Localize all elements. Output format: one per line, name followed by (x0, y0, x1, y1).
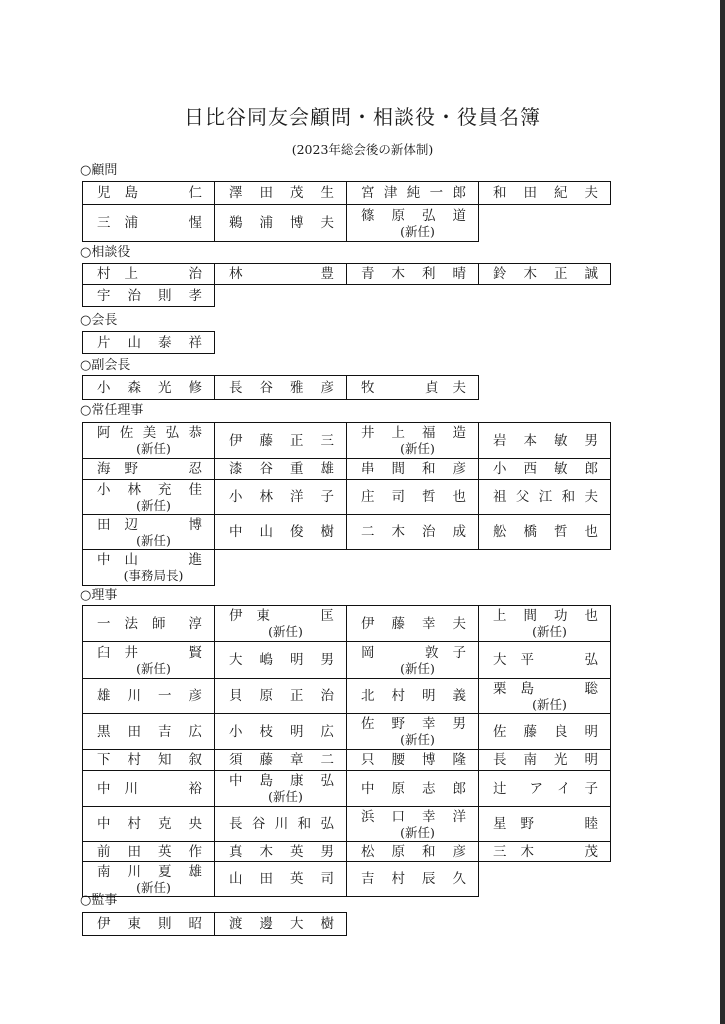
member-cell (347, 182, 479, 205)
member-name: 伊 藤 幸 夫 (361, 615, 466, 632)
member-name: 大 嶋 明 男 (229, 652, 334, 668)
member-cell (479, 642, 611, 679)
member-cell (83, 376, 215, 400)
member-cell (83, 459, 215, 480)
member-cell (83, 515, 215, 550)
member-note: (新任) (400, 441, 435, 456)
member-name: 児 島 仁 (97, 185, 202, 201)
member-name: 小 林 充 佳 (97, 481, 202, 498)
member-note: (新任) (136, 497, 171, 513)
member-cell (215, 182, 347, 205)
member-name: 小 西 敏 郎 (493, 461, 598, 477)
member-name: 阿 佐 美 弘 恭 (97, 425, 202, 441)
member-cell (83, 842, 215, 862)
roster-table-komon (82, 181, 611, 242)
page-subtitle: (2023年総会後の新体制) (291, 142, 434, 157)
member-cell (347, 714, 479, 750)
member-cell (347, 376, 479, 400)
member-name: 海 野 忍 (97, 461, 202, 477)
table-row (83, 642, 611, 679)
member-name: 中 島 康 弘 (229, 773, 334, 789)
member-cell (347, 264, 479, 285)
member-name: 鈴 木 正 誠 (493, 266, 598, 282)
member-cell (83, 332, 215, 354)
member-note: (新任) (268, 624, 303, 639)
member-cell (347, 642, 479, 679)
member-cell (83, 550, 215, 586)
member-name: 只 腰 博 隆 (361, 752, 466, 768)
member-name: 中 山 進 (97, 552, 202, 568)
member-name: 串 間 和 彦 (361, 461, 466, 477)
member-note: (新任) (400, 732, 435, 747)
member-name: 篠 原 弘 道 (361, 207, 466, 224)
member-cell (479, 182, 611, 205)
member-cell (83, 423, 215, 459)
member-name: 黒 田 吉 広 (97, 723, 202, 740)
member-cell (479, 842, 611, 862)
section-label-sodanyaku: ○相談役 (80, 245, 131, 260)
member-cell (83, 606, 215, 642)
table-row (83, 771, 611, 807)
member-name: 宇 治 則 孝 (97, 287, 202, 304)
member-cell (347, 205, 479, 242)
member-cell (83, 750, 215, 771)
member-name: 二 木 治 成 (361, 524, 466, 540)
member-cell (479, 679, 611, 714)
member-name: 佐 藤 良 明 (493, 723, 598, 740)
section-label-joninriji: ○常任理事 (80, 403, 144, 418)
table-row (83, 423, 611, 459)
member-cell (479, 515, 611, 550)
member-cell (347, 515, 479, 550)
member-name: 井 上 福 造 (361, 425, 466, 441)
member-name: 鵜 浦 博 夫 (229, 215, 334, 231)
member-cell (83, 771, 215, 807)
member-note: (新任) (268, 789, 303, 804)
member-name: 星 野 睦 (493, 816, 598, 832)
member-name: 真 木 英 男 (229, 843, 334, 860)
member-name: 貝 原 正 治 (229, 688, 334, 704)
member-name: 吉 村 辰 久 (361, 871, 466, 887)
member-name: 青 木 利 晴 (361, 266, 466, 282)
member-name: 庄 司 哲 也 (361, 489, 466, 505)
table-row (83, 750, 611, 771)
member-name: 上 間 功 也 (493, 608, 598, 624)
member-cell (83, 862, 215, 897)
page-title: 日比谷同友会顧問・相談役・役員名簿 (184, 105, 541, 129)
member-name: 栗 島 聡 (493, 680, 598, 697)
member-name: 佐 野 幸 男 (361, 716, 466, 732)
member-note: (新任) (532, 696, 567, 712)
roster-table-joninriji (82, 422, 611, 586)
section-label-fukukaicho: ○副会長 (80, 358, 131, 373)
member-name: 三 浦 惺 (97, 215, 202, 231)
table-row (83, 182, 611, 205)
member-name: 三 木 茂 (493, 843, 598, 860)
member-cell (215, 807, 347, 842)
member-note: (新任) (400, 660, 435, 676)
member-cell (347, 423, 479, 459)
roster-table-sodanyaku (82, 263, 611, 307)
member-note: (新任) (532, 624, 567, 639)
member-cell (215, 515, 347, 550)
member-cell (215, 842, 347, 862)
roster-table-kaicho (82, 331, 215, 354)
member-name: 中 原 志 郎 (361, 780, 466, 797)
table-row (83, 714, 611, 750)
table-row (83, 376, 479, 400)
member-cell (83, 205, 215, 242)
member-name: 松 原 和 彦 (361, 843, 466, 860)
member-name: 漆 谷 重 雄 (229, 461, 334, 477)
member-note: (新任) (136, 441, 171, 456)
member-name: 澤 田 茂 生 (229, 185, 334, 201)
table-row (83, 332, 215, 354)
member-cell (479, 264, 611, 285)
table-row (83, 679, 611, 714)
roster-table-kanji (82, 912, 347, 936)
table-row (83, 480, 611, 515)
roster-table-riji (82, 605, 611, 897)
member-cell (215, 480, 347, 515)
member-cell (347, 679, 479, 714)
member-cell (215, 606, 347, 642)
table-row (83, 550, 611, 586)
section-label-kanji: ○監事 (80, 893, 118, 908)
table-row (83, 285, 611, 307)
member-name: 山 田 英 司 (229, 871, 334, 887)
member-cell (347, 606, 479, 642)
member-cell (347, 459, 479, 480)
member-name: 辻 ア イ 子 (493, 780, 598, 797)
member-cell (479, 480, 611, 515)
member-name: 雄 川 一 彦 (97, 688, 202, 704)
member-note: (新任) (136, 532, 171, 548)
member-cell (215, 205, 347, 242)
member-cell (83, 264, 215, 285)
member-name: 祖 父 江 和 夫 (493, 489, 598, 505)
table-row (83, 913, 347, 936)
member-name: 岡 敦 子 (361, 644, 466, 661)
member-name: 宮 津 純 一 郎 (361, 185, 466, 201)
member-name: 一 法 師 淳 (97, 615, 202, 632)
member-cell (215, 264, 347, 285)
member-name: 臼 井 賢 (97, 644, 202, 661)
member-cell (347, 771, 479, 807)
table-row (83, 459, 611, 480)
member-cell (215, 459, 347, 480)
member-name: 前 田 英 作 (97, 843, 202, 860)
member-note: (新任) (400, 824, 435, 840)
member-cell (347, 807, 479, 842)
member-name: 北 村 明 義 (361, 688, 466, 704)
member-note: (新任) (136, 660, 171, 676)
member-name: 村 上 治 (97, 266, 202, 282)
member-cell (479, 606, 611, 642)
member-name: 渡 邊 大 樹 (229, 916, 334, 932)
member-name: 長 南 光 明 (493, 752, 598, 768)
member-name: 浜 口 幸 洋 (361, 808, 466, 825)
member-cell (479, 459, 611, 480)
section-label-komon: ○顧問 (80, 163, 118, 178)
member-name: 林 豊 (229, 266, 334, 282)
member-name: 和 田 紀 夫 (493, 185, 598, 201)
member-name: 伊 東 則 昭 (97, 916, 202, 932)
table-row (83, 205, 611, 242)
member-note: (新任) (400, 223, 435, 239)
member-name: 伊 藤 正 三 (229, 432, 334, 449)
member-cell (215, 423, 347, 459)
member-cell (83, 285, 215, 307)
member-cell (83, 679, 215, 714)
member-cell (347, 480, 479, 515)
member-name: 伊 東 匡 (229, 608, 334, 624)
member-note: (事務局長) (123, 568, 184, 583)
member-cell (479, 750, 611, 771)
member-name: 長 谷 川 和 弘 (229, 816, 334, 832)
table-row (83, 606, 611, 642)
member-name: 片 山 泰 祥 (97, 334, 202, 351)
member-name: 中 山 俊 樹 (229, 524, 334, 540)
member-cell (215, 862, 347, 897)
member-cell (83, 642, 215, 679)
member-cell (83, 714, 215, 750)
member-cell (83, 480, 215, 515)
member-cell (347, 862, 479, 897)
member-name: 南 川 夏 雄 (97, 863, 202, 880)
member-cell (215, 679, 347, 714)
member-cell (215, 913, 347, 936)
member-name: 小 森 光 修 (97, 379, 202, 396)
member-name: 岩 本 敏 男 (493, 432, 598, 449)
member-cell (83, 913, 215, 936)
member-cell (215, 376, 347, 400)
member-name: 中 村 克 央 (97, 816, 202, 832)
member-cell (215, 714, 347, 750)
table-row (83, 515, 611, 550)
member-cell (479, 807, 611, 842)
member-name: 須 藤 章 二 (229, 752, 334, 768)
member-name: 長 谷 雅 彦 (229, 379, 334, 396)
member-note: (新任) (136, 879, 171, 895)
member-cell (215, 642, 347, 679)
member-cell (347, 842, 479, 862)
member-name: 下 村 知 叙 (97, 752, 202, 768)
member-name: 舩 橋 哲 也 (493, 524, 598, 540)
member-cell (215, 750, 347, 771)
table-row (83, 862, 611, 897)
member-name: 小 林 洋 子 (229, 489, 334, 505)
table-row (83, 807, 611, 842)
member-name: 牧 貞 夫 (361, 379, 466, 396)
member-cell (479, 714, 611, 750)
table-row (83, 264, 611, 285)
member-cell (83, 182, 215, 205)
member-name: 大 平 弘 (493, 652, 598, 668)
member-cell (479, 423, 611, 459)
section-label-riji: ○理事 (80, 588, 118, 603)
member-cell (479, 771, 611, 807)
section-label-kaicho: ○会長 (80, 313, 118, 328)
member-name: 小 枝 明 広 (229, 723, 334, 740)
member-name: 中 川 裕 (97, 780, 202, 797)
member-cell (347, 750, 479, 771)
table-row (83, 842, 611, 862)
member-cell (83, 807, 215, 842)
roster-table-fukukaicho (82, 375, 479, 400)
member-name: 田 辺 博 (97, 516, 202, 533)
member-cell (215, 771, 347, 807)
